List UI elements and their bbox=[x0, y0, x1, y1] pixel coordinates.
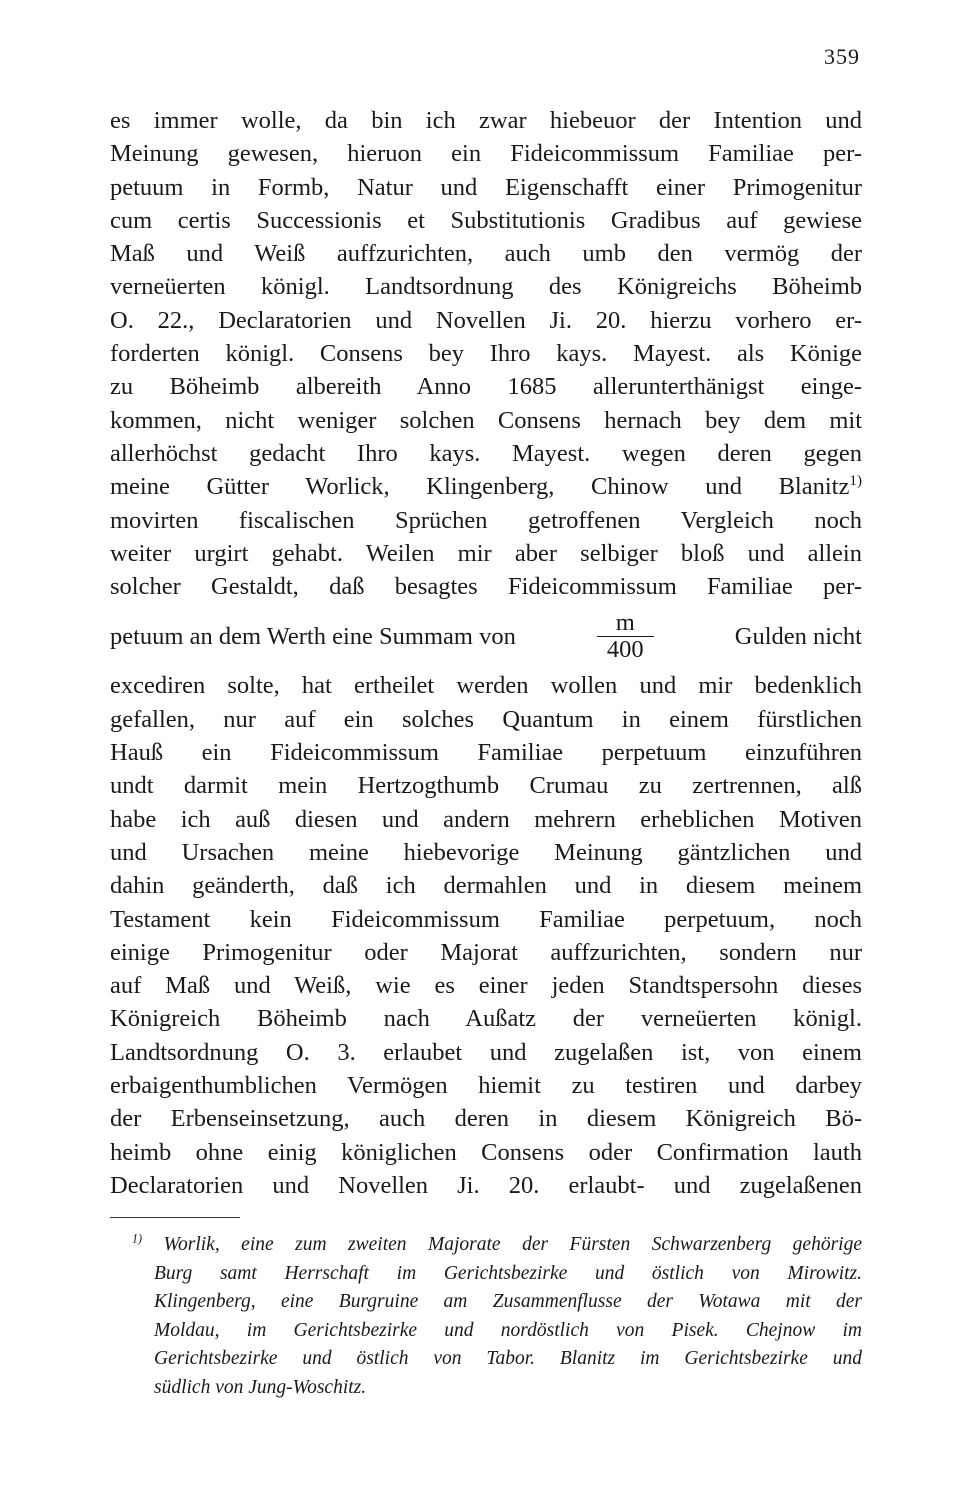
text-line: solcher Gestaldt, daß besagtes Fideicommissum Familiae per- bbox=[110, 573, 862, 601]
text-line-with-footnote bbox=[110, 470, 862, 503]
footnote-line bbox=[110, 1231, 862, 1260]
text-line: Declaratorien und Novellen Ji. 20. erlaubt- und zugelaßenen bbox=[110, 1171, 862, 1199]
footnote-line: Moldau, im Gerichtsbezirke und nordöstlich von Pisek. Chejnow im bbox=[154, 1319, 862, 1341]
footnote-line: Gerichtsbezirke und östlich von Tabor. Blanitz im Gerichtsbezirke und bbox=[154, 1348, 862, 1369]
text-line: Testament kein Fideicommissum Familiae perpetuum, noch bbox=[110, 905, 862, 933]
text-line: es immer wolle, da bin ich zwar hiebeuor der Intention und bbox=[110, 107, 862, 134]
footnote-line: Burg samt Herrschaft im Gerichtsbezirke und östlich von Mirowitz. bbox=[154, 1262, 862, 1284]
fraction-numerator: m bbox=[615, 608, 635, 636]
text-line: gefallen, nur auf ein solches Quantum in einem fürstlichen bbox=[110, 705, 862, 733]
text-line: Königreich Böheimb nach Außatz der verneüerten königl. bbox=[110, 1005, 862, 1033]
text-line: forderten königl. Consens bey Ihro kays. Mayest. als Könige bbox=[110, 340, 862, 368]
fraction-line-after: Gulden nicht bbox=[734, 622, 862, 650]
footnote-line: südlich von Jung-Woschitz. bbox=[154, 1376, 367, 1398]
fraction-line-before: petuum an dem Werth eine Summam von bbox=[110, 622, 516, 650]
main-text bbox=[110, 104, 862, 1202]
text-line: allerhöchst gedacht Ihro kays. Mayest. wegen deren gegen bbox=[110, 439, 862, 467]
footnote-line: Klingenberg, eine Burgruine am Zusammenflusse der Wotawa mit der bbox=[154, 1291, 862, 1312]
text-line: zu Böheimb albereith Anno 1685 allerunterthänigst einge- bbox=[110, 373, 862, 401]
text-line: der Erbenseinsetzung, auch deren in diesem Königreich Bö- bbox=[110, 1105, 862, 1133]
text-line: verneüerten königl. Landtsordnung des Königreichs Böheimb bbox=[110, 273, 862, 301]
text-line: Meinung gewesen, hieruon ein Fideicommissum Familiae per- bbox=[110, 140, 862, 168]
footnotes bbox=[110, 1231, 862, 1402]
text-line: habe ich auß diesen und andern mehrern erheblichen Motiven bbox=[110, 805, 862, 833]
footnote-marker: 1) bbox=[132, 1231, 143, 1246]
fraction bbox=[597, 610, 654, 663]
text-line: einige Primogenitur oder Majorat auffzurichten, sondern nur bbox=[110, 938, 862, 966]
footnote-text: Worlik, eine zum zweiten Majorate der Fürsten Schwarzenberg gehörige bbox=[163, 1234, 862, 1255]
text-line: O. 22., Declaratorien und Novellen Ji. 20. hierzu vorhero er- bbox=[110, 306, 862, 334]
text-line: Maß und Weiß auffzurichten, auch umb den vermög der bbox=[110, 240, 862, 268]
text-line: cum certis Successionis et Substitutionis Gradibus auf gewiese bbox=[110, 206, 862, 234]
text-line: petuum in Formb, Natur und Eigenschafft einer Primogenitur bbox=[110, 173, 862, 201]
fraction-line bbox=[110, 603, 862, 669]
text-line: excediren solte, hat ertheilet werden wollen und mir bedenklich bbox=[110, 672, 862, 700]
text-line-content: meine Gütter Worlick, Klingenberg, Chinow und Blanitz bbox=[110, 473, 850, 501]
text-line: movirten fiscalischen Sprüchen getroffenen Vergleich noch bbox=[110, 506, 862, 534]
text-line: kommen, nicht weniger solchen Consens hernach bey dem mit bbox=[110, 406, 862, 434]
text-line: dahin geänderth, daß ich dermahlen und in diesem meinem bbox=[110, 872, 862, 900]
text-line: auf Maß und Weiß, wie es einer jeden Standtspersohn dieses bbox=[110, 972, 862, 1000]
text-line: Hauß ein Fideicommissum Familiae perpetuum einzuführen bbox=[110, 739, 862, 767]
text-line: weiter urgirt gehabt. Weilen mir aber selbiger bloß und allein bbox=[110, 539, 862, 567]
footnote-reference: 1) bbox=[849, 472, 862, 490]
text-line: Landtsordnung O. 3. erlaubet und zugelaßen ist, von einem bbox=[110, 1038, 862, 1066]
text-line: undt darmit mein Hertzogthumb Crumau zu zertrennen, alß bbox=[110, 772, 862, 800]
text-line: heimb ohne einig königlichen Consens oder Confirmation lauth bbox=[110, 1138, 862, 1166]
page-number: 359 bbox=[824, 44, 860, 69]
fraction-denominator: 400 bbox=[597, 636, 654, 663]
text-line: erbaigenthumblichen Vermögen hiemit zu testiren und darbey bbox=[110, 1072, 862, 1100]
footnote-divider bbox=[110, 1217, 240, 1218]
text-line: und Ursachen meine hiebevorige Meinung gäntzlichen und bbox=[110, 838, 862, 866]
